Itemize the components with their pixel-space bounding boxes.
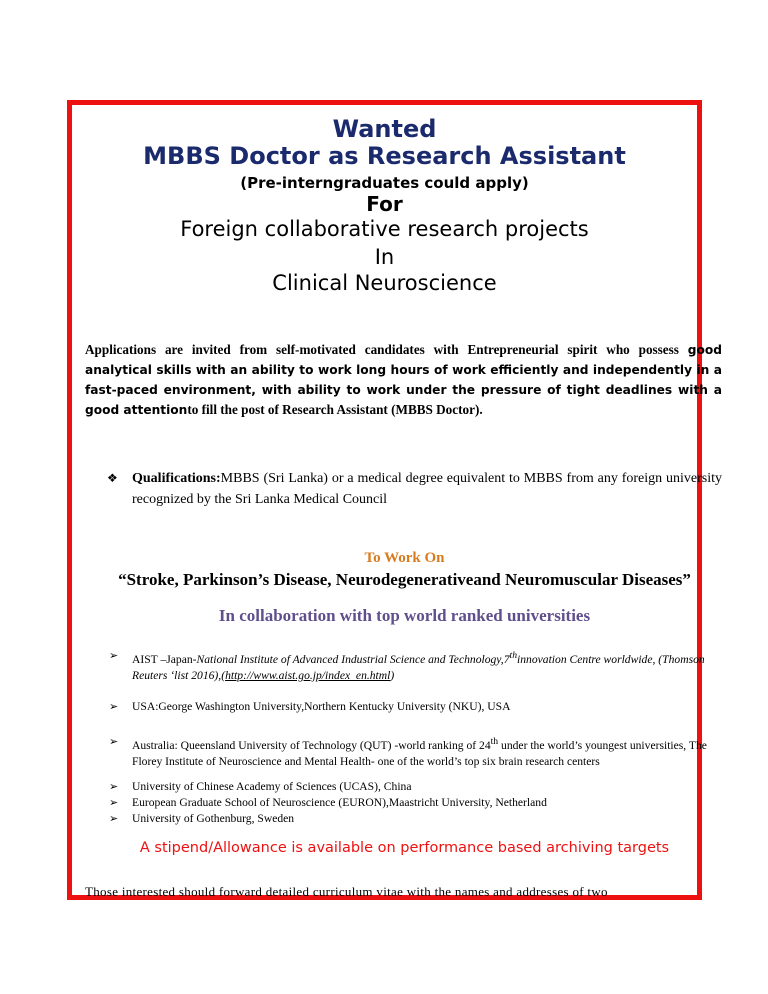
wanted-heading: Wanted: [332, 115, 437, 143]
applications-part-1: Applications are invited from self-motivated candidates with Entrepreneurial spirit who possess: [85, 342, 688, 357]
aist-rest: innovation Centre worldwide, (Thomson Reuters ‘list 2016),(: [132, 652, 705, 682]
to-work-on-heading: To Work On: [364, 550, 445, 566]
diamond-bullet-icon: ❖: [107, 471, 118, 485]
australia-text-2: under the world’s youngest universities, The Florey Institute of Neuroscience and Mental Health- one of the world’s top six brain research centers: [132, 738, 707, 768]
euron-text: European Graduate School of Neuroscience (EURON),Maastricht University, Netherland: [132, 796, 547, 809]
university-item-euron: [109, 795, 729, 811]
applications-paragraph: [85, 340, 722, 420]
australia-sup: th: [490, 736, 499, 747]
arrow-bullet-icon: ➢: [109, 701, 119, 713]
field-heading: Clinical Neuroscience: [272, 271, 497, 295]
university-item-aist: [109, 648, 729, 684]
pre-intern-note: (Pre-interngraduates could apply): [240, 174, 529, 192]
applications-part-3: to fill the post of Research Assistant (MBBS Doctor).: [187, 402, 483, 417]
arrow-bullet-icon: ➢: [109, 781, 119, 793]
university-item-usa: [109, 699, 729, 715]
aist-close: ): [390, 668, 395, 682]
for-heading: For: [366, 192, 403, 216]
aist-sup: th: [509, 650, 518, 661]
applications-part-2: good analytical skills with an ability to work long hours of work efficiently and independently in a fast-paced environment, with ability to work under the pressure of tight deadlines with a good attention: [85, 343, 722, 417]
diseases-line: “Stroke, Parkinson’s Disease, Neurodegenerativeand Neuromuscular Diseases”: [118, 570, 691, 589]
arrow-bullet-icon: ➢: [109, 797, 119, 809]
australia-text-1: Australia: Queensland University of Technology (QUT) -world ranking of 24: [132, 738, 491, 752]
gothenburg-text: University of Gothenburg, Sweden: [132, 812, 295, 825]
aist-name: National Institute of Advanced Industrial Science and Technology,7: [196, 652, 510, 666]
qualifications-item: [107, 468, 722, 510]
notice-body: [72, 105, 722, 899]
stipend-note: A stipend/Allowance is available on performance based archiving targets: [139, 840, 670, 856]
university-item-ucas: [109, 779, 729, 795]
qualifications-label: Qualifications:: [132, 471, 221, 486]
aist-prefix: AIST –Japan-: [132, 652, 197, 666]
university-item-australia: [109, 734, 729, 770]
university-item-gothenburg: [109, 811, 729, 827]
position-title: MBBS Doctor as Research Assistant: [143, 142, 626, 170]
projects-heading: Foreign collaborative research projects: [180, 217, 589, 241]
arrow-bullet-icon: ➢: [109, 650, 119, 662]
usa-text: USA:George Washington University,Northern Kentucky University (NKU), USA: [132, 700, 511, 713]
qualifications-text: MBBS (Sri Lanka) or a medical degree equivalent to MBBS from any foreign university recognized by the Sri Lanka Medical Council: [132, 471, 722, 507]
ucas-text: University of Chinese Academy of Sciences (UCAS), China: [132, 780, 412, 793]
aist-link[interactable]: http://www.aist.go.jp/index_en.html: [225, 668, 391, 682]
cutoff-text-line: Those interested should forward detailed curriculum vitae with the names and addresses of two: [85, 884, 608, 899]
collaboration-heading: In collaboration with top world ranked universities: [218, 606, 591, 625]
in-heading: In: [374, 245, 395, 269]
arrow-bullet-icon: ➢: [109, 813, 119, 825]
notice-frame: [67, 100, 722, 900]
arrow-bullet-icon: ➢: [109, 736, 119, 748]
